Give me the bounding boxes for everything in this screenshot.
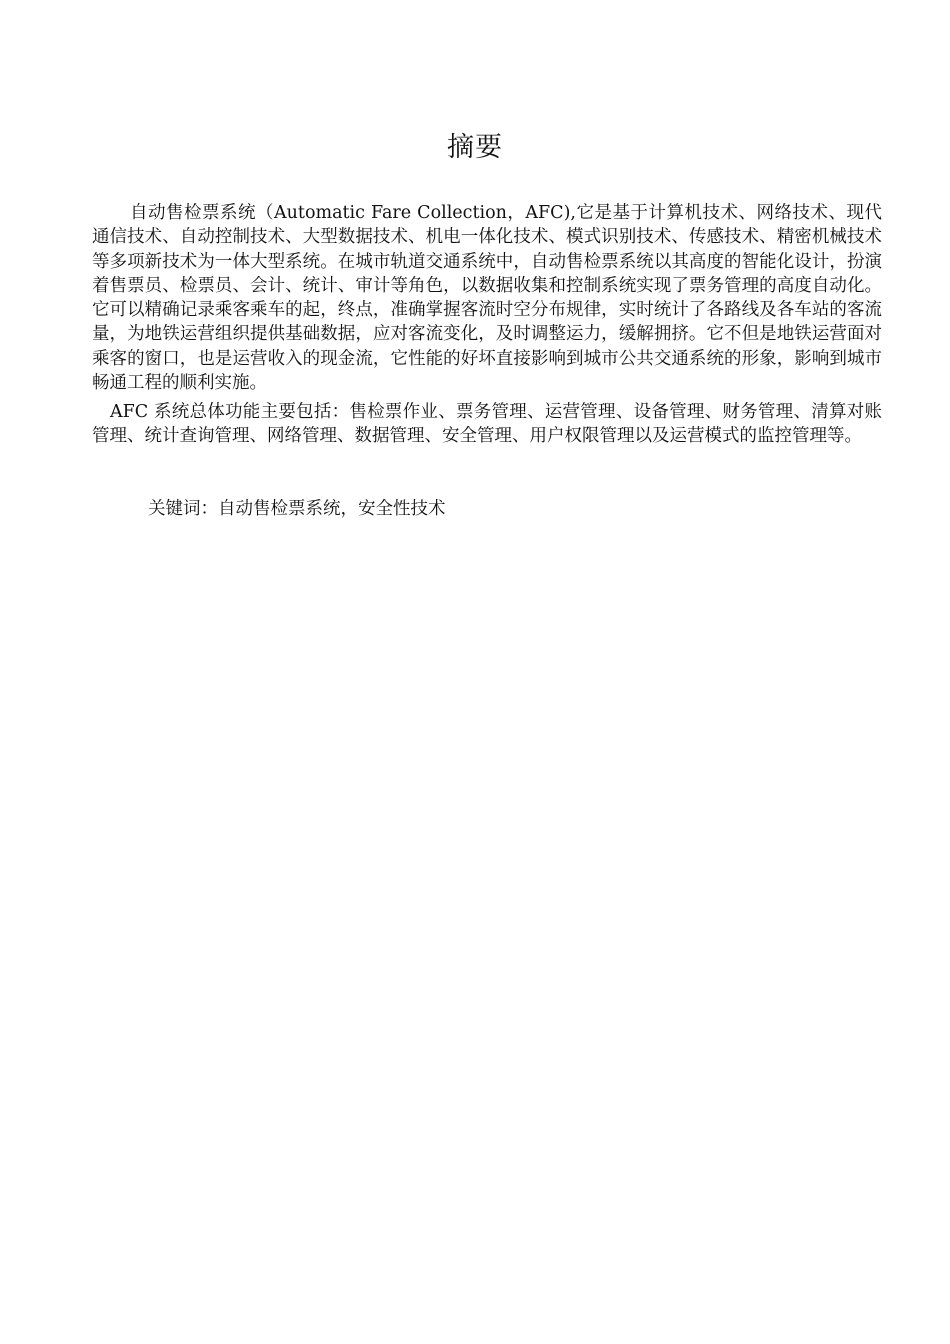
abstract-title: 摘要 <box>447 132 503 163</box>
abstract-paragraph-1: 自动售检票系统（Automatic Fare Collection，AFC),它是基于计算机技术、网络技术、现代通信技术、自动控制技术、大型数据技术、机电一体化技术、模式识别技术、传感技术、精密机械技术等多项新技术为一体大型系统。在城市轨道交通系统中，自动售检票系统以其高度的智能化设计，扮演着售票员、检票员、会计、统计、审计等角色，以数据收集和控制系统实现了票务管理的高度自动化。它可以精确记录乘客乘车的起，终点，准确掌握客流时空分布规律，实时统计了各路线及各车站的客流量，为地铁运营组织提供基础数据，应对客流变化，及时调整运力，缓解拥挤。它不但是地铁运营面对乘客的窗口，也是运营收入的现金流，它性能的好坏直接影响到城市公共交通系统的形象，影响到城市畅通工程的顺利实施。 <box>92 203 882 394</box>
keywords-line: 关键词：自动售检票系统，安全性技术 <box>148 499 446 519</box>
abstract-paragraph-2: AFC 系统总体功能主要包括：售检票作业、票务管理、运营管理、设备管理、财务管理、清算对账管理、统计查询管理、网络管理、数据管理、安全管理、用户权限管理以及运营模式的监控管理等。 <box>92 402 882 447</box>
